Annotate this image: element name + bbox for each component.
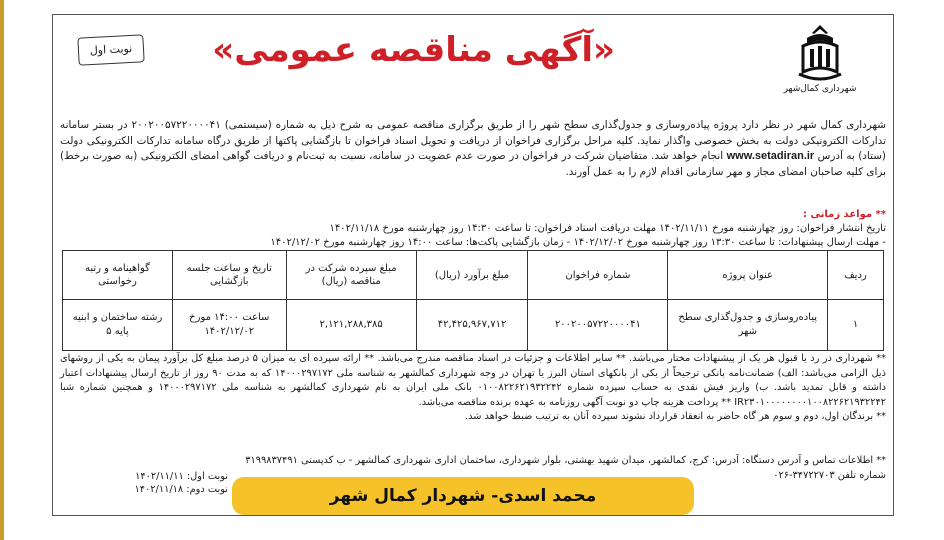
col-estimate: مبلغ برآورد (ریال)	[416, 251, 528, 300]
setad-link[interactable]: www.setadiran.ir	[726, 150, 815, 163]
left-accent-strip	[0, 0, 4, 540]
cell-certificate: رشته ساختمان و ابنیه پایه ۵	[63, 300, 173, 351]
intro-paragraph	[60, 118, 886, 180]
schedule-heading: ** مواعد زمانی :	[803, 209, 886, 220]
notice-title: «آگهی مناقصه عمومی»	[212, 30, 615, 70]
col-row-number: ردیف	[828, 251, 884, 300]
schedule-section	[60, 208, 886, 250]
note-winners: ** برندگان اول، دوم و سوم هر گاه حاضر به انعقاد قرارداد نشوند سپرده آنان به ترتیب ضبط خواهد شد.	[464, 411, 886, 423]
publication-first: نوبت اول: ۱۴۰۲/۱۱/۱۱	[135, 471, 228, 482]
cell-tender-number: ۲۰۰۲۰۰۵۷۲۲۰۰۰۰۴۱	[528, 300, 668, 351]
col-deposit: مبلغ سپرده شرکت در مناقصه (ریال)	[286, 251, 416, 300]
schedule-line-1: تاریخ انتشار فراخوان: روز چهارشنبه مورخ ۱۴۰۲/۱۱/۱۱ مهلت دریافت اسناد فراخوان: تا ساعت ۱۴:۳۰ روز چهارشنبه مورخ ۱۴۰۲/۱۱/۱۸	[329, 223, 886, 234]
cell-row-number: ۱	[828, 300, 884, 351]
municipality-logo	[770, 22, 870, 106]
contact-phone: شماره تلفن ۳۴۷۲۲۷۰۳-۰۲۶	[773, 469, 886, 481]
first-publication-badge: نوبت اول	[77, 34, 144, 65]
col-certificate: گواهینامه و رتبه رخواستی	[63, 251, 173, 300]
table-row	[63, 300, 884, 351]
table-header-row	[63, 251, 884, 300]
col-project-title: عنوان پروژه	[668, 251, 828, 300]
tender-table	[62, 250, 884, 351]
col-tender-number: شماره فراخوان	[528, 251, 668, 300]
intro-text: شهرداری کمال شهر در نظر دارد پروژه پیاده‌روسازی و جدول‌گذاری سطح شهر را از طریق برگزاری مناقصه عمومی به شرح ذیل به شماره (سیستمی) ۲۰۰۲۰۰۵۷۲۲۰۰۰۰۴۱ در بستر سامانه تدارکات الکترونیکی دولت به بخش خصوصی واگذار نماید. کلیه مراحل برگزاری فراخوان از دریافت و تحویل اسناد فراخوان تا بازگشایی پاکتها از طریق درگاه سامانه تدارکات الکترونیکی دولت (ستاد) به آدرس	[60, 119, 886, 163]
schedule-line-2: - مهلت ارسال پیشنهادات: تا ساعت ۱۳:۳۰ روز چهارشنبه مورخ ۱۴۰۲/۱۲/۰۲ - زمان بازگشایی پاکت‌ها: ساعت ۱۴:۰۰ روز چهارشنبه مورخ ۱۴۰۲/۱۲/۰۲	[270, 237, 886, 248]
publication-dates	[88, 470, 228, 496]
cell-project-title: پیاده‌روسازی و جدول‌گذاری سطح شهر	[668, 300, 828, 351]
emblem-icon	[793, 22, 847, 84]
notes-section	[60, 352, 886, 425]
col-opening-time: تاریخ و ساعت جلسه بازگشایی	[172, 251, 286, 300]
cell-estimate: ۴۲,۴۲۵,۹۶۷,۷۱۲	[416, 300, 528, 351]
note-deposit: ** شهرداری در رد یا قبول هر یک از پیشنهادات مختار می‌باشد. ** سایر اطلاعات و جزئیات در اسناد مناقصه مندرج می‌باشد. ** ارائه سپرده ای به میزان ۵ درصد مبلغ کل برآورد پیمان به یکی از روشهای ذیل الزامی می‌باشد: الف) ضمانت‌نامه بانکی ترجیحاً از یکی از بانکهای استان البرز یا تهران در وجه شهرداری کمالشهر به شناسه ملی ۱۴۰۰۰۲۹۷۱۷۲ که به مدت ۹۰ روز از تاریخ ارسال پیشنهادات اعتبار داشته و قابل تمدید باشد. ب) واریز فیش نقدی به حساب سپرده شماره ۰۱۰۰۸۲۲۶۲۱۹۳۲۲۴۲ بانک ملی ایران به نام شهرداری کمالشهر به شناسه ملی ۱۴۰۰۰۲۹۷۱۷۲ و همچنین شماره شبا IR۲۳۰۱۰۰۰۰۰۰۰۰۱۰۰۸۲۲۶۲۱۹۳۲۲۴۲ ** پرداخت هزینه چاپ دو نوبت آگهی روزنامه به عهده برنده مناقصه می‌باشد.	[60, 353, 886, 408]
cell-opening-time: ساعت ۱۴:۰۰ مورخ ۱۴۰۲/۱۲/۰۲	[172, 300, 286, 351]
intro-text-end: انجام خواهد شد. متقاضیان شرکت در فراخوان در صورت عدم عضویت در سامانه، نسبت به ثبت‌نام و دریافت گواهی امضای الکترونیکی (به صورت برخط) برای کلیه صاحبان امضای مجاز و مهر سازمانی اقدام لازم را به عمل آورند.	[60, 150, 886, 178]
mayor-signature-banner: محمد اسدی- شهردار کمال شهر	[232, 477, 694, 515]
contact-address: ** اطلاعات تماس و آدرس دستگاه: آدرس: کرج، کمالشهر، میدان شهید بهشتی، بلوار شهرداری، ساختمان اداری شهرداری کمالشهر - ب کدپستی ۳۱۹۹۸۳۷۴۹۱	[245, 455, 886, 466]
logo-caption: شهرداری کمال‌شهر	[783, 84, 857, 94]
publication-second: نوبت دوم: ۱۴۰۲/۱۱/۱۸	[134, 484, 228, 495]
cell-deposit: ۲,۱۲۱,۲۸۸,۳۸۵	[286, 300, 416, 351]
